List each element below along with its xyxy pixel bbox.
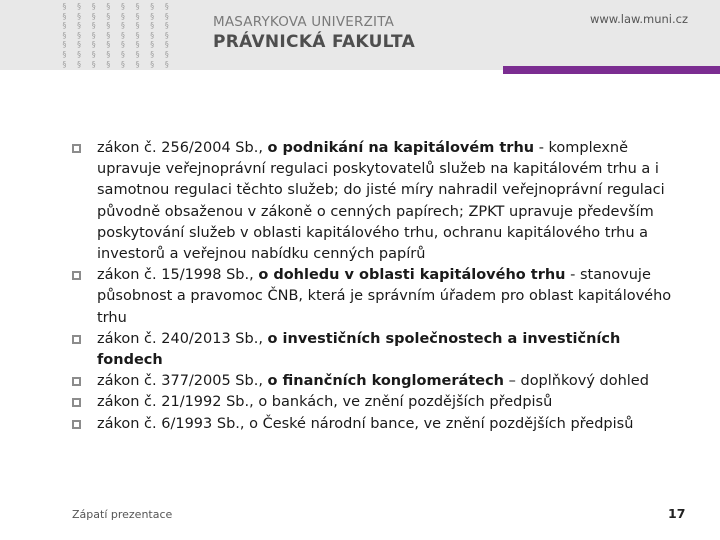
square-bullet-icon bbox=[72, 271, 81, 280]
list-item bbox=[72, 371, 672, 392]
square-bullet-icon bbox=[72, 144, 81, 153]
item-lead: zákon č. 6/1993 Sb., o České národní bance, ve znění pozdějších předpisů bbox=[97, 415, 634, 432]
square-bullet-icon bbox=[72, 335, 81, 344]
logo-pattern-icon: § § § § § § § § § § § § § § § § § § § § § § § § § § § § § § § § § § § § § § § § § § § § § § § § § § § § § § § § bbox=[62, 2, 172, 69]
slide-header bbox=[0, 0, 720, 70]
square-bullet-icon bbox=[72, 420, 81, 429]
item-bold: o finančních konglomerátech bbox=[267, 373, 505, 390]
list-item bbox=[72, 329, 672, 371]
item-lead: zákon č. 240/2013 Sb., bbox=[97, 330, 268, 347]
item-rest: - stanovuje působnost a pravomoc ČNB, která je správním úřadem pro oblast kapitálového trhu bbox=[97, 267, 672, 326]
item-lead: zákon č. 15/1998 Sb., bbox=[97, 267, 259, 284]
list-item bbox=[72, 138, 672, 265]
website-url[interactable]: www.law.muni.cz bbox=[589, 12, 688, 26]
item-bold: o investičních společnostech a investičních fondech bbox=[97, 330, 621, 369]
list-item bbox=[72, 392, 672, 413]
item-lead: zákon č. 377/2005 Sb., bbox=[97, 373, 268, 390]
square-bullet-icon bbox=[72, 398, 81, 407]
item-lead: zákon č. 256/2004 Sb., bbox=[97, 140, 268, 156]
item-rest: – doplňkový dohled bbox=[504, 373, 649, 390]
item-lead: zákon č. 21/1992 Sb., o bankách, ve znění pozdějších předpisů bbox=[97, 394, 553, 411]
square-bullet-icon bbox=[72, 377, 81, 386]
list-item bbox=[72, 414, 672, 435]
slide-content bbox=[72, 138, 672, 435]
faculty-name: PRÁVNICKÁ FAKULTA bbox=[213, 32, 416, 52]
page-number: 17 bbox=[668, 506, 686, 521]
item-bold: o dohledu v oblasti kapitálového trhu bbox=[258, 267, 566, 284]
item-rest: - komplexně upravuje veřejnoprávní regulaci poskytovatelů služeb na kapitálovém trhu a i samotnou regulaci těchto služeb; do jisté míry nahradil veřejnoprávní regulaci původně obsaženou v zákoně o cenných papírech; ZPKT upravuje především poskytování služeb v oblasti kapitálového trhu, ochranu kapitálového trhu a investorů a veřejnou nabídku cenných papírů bbox=[97, 140, 665, 263]
university-name: MASARYKOVA UNIVERZITA bbox=[213, 14, 395, 30]
item-bold: o podnikání na kapitálovém trhu bbox=[267, 140, 535, 156]
law-list bbox=[72, 138, 672, 435]
accent-bar bbox=[503, 66, 720, 74]
footer-text: Zápatí prezentace bbox=[72, 508, 173, 521]
list-item bbox=[72, 265, 672, 329]
